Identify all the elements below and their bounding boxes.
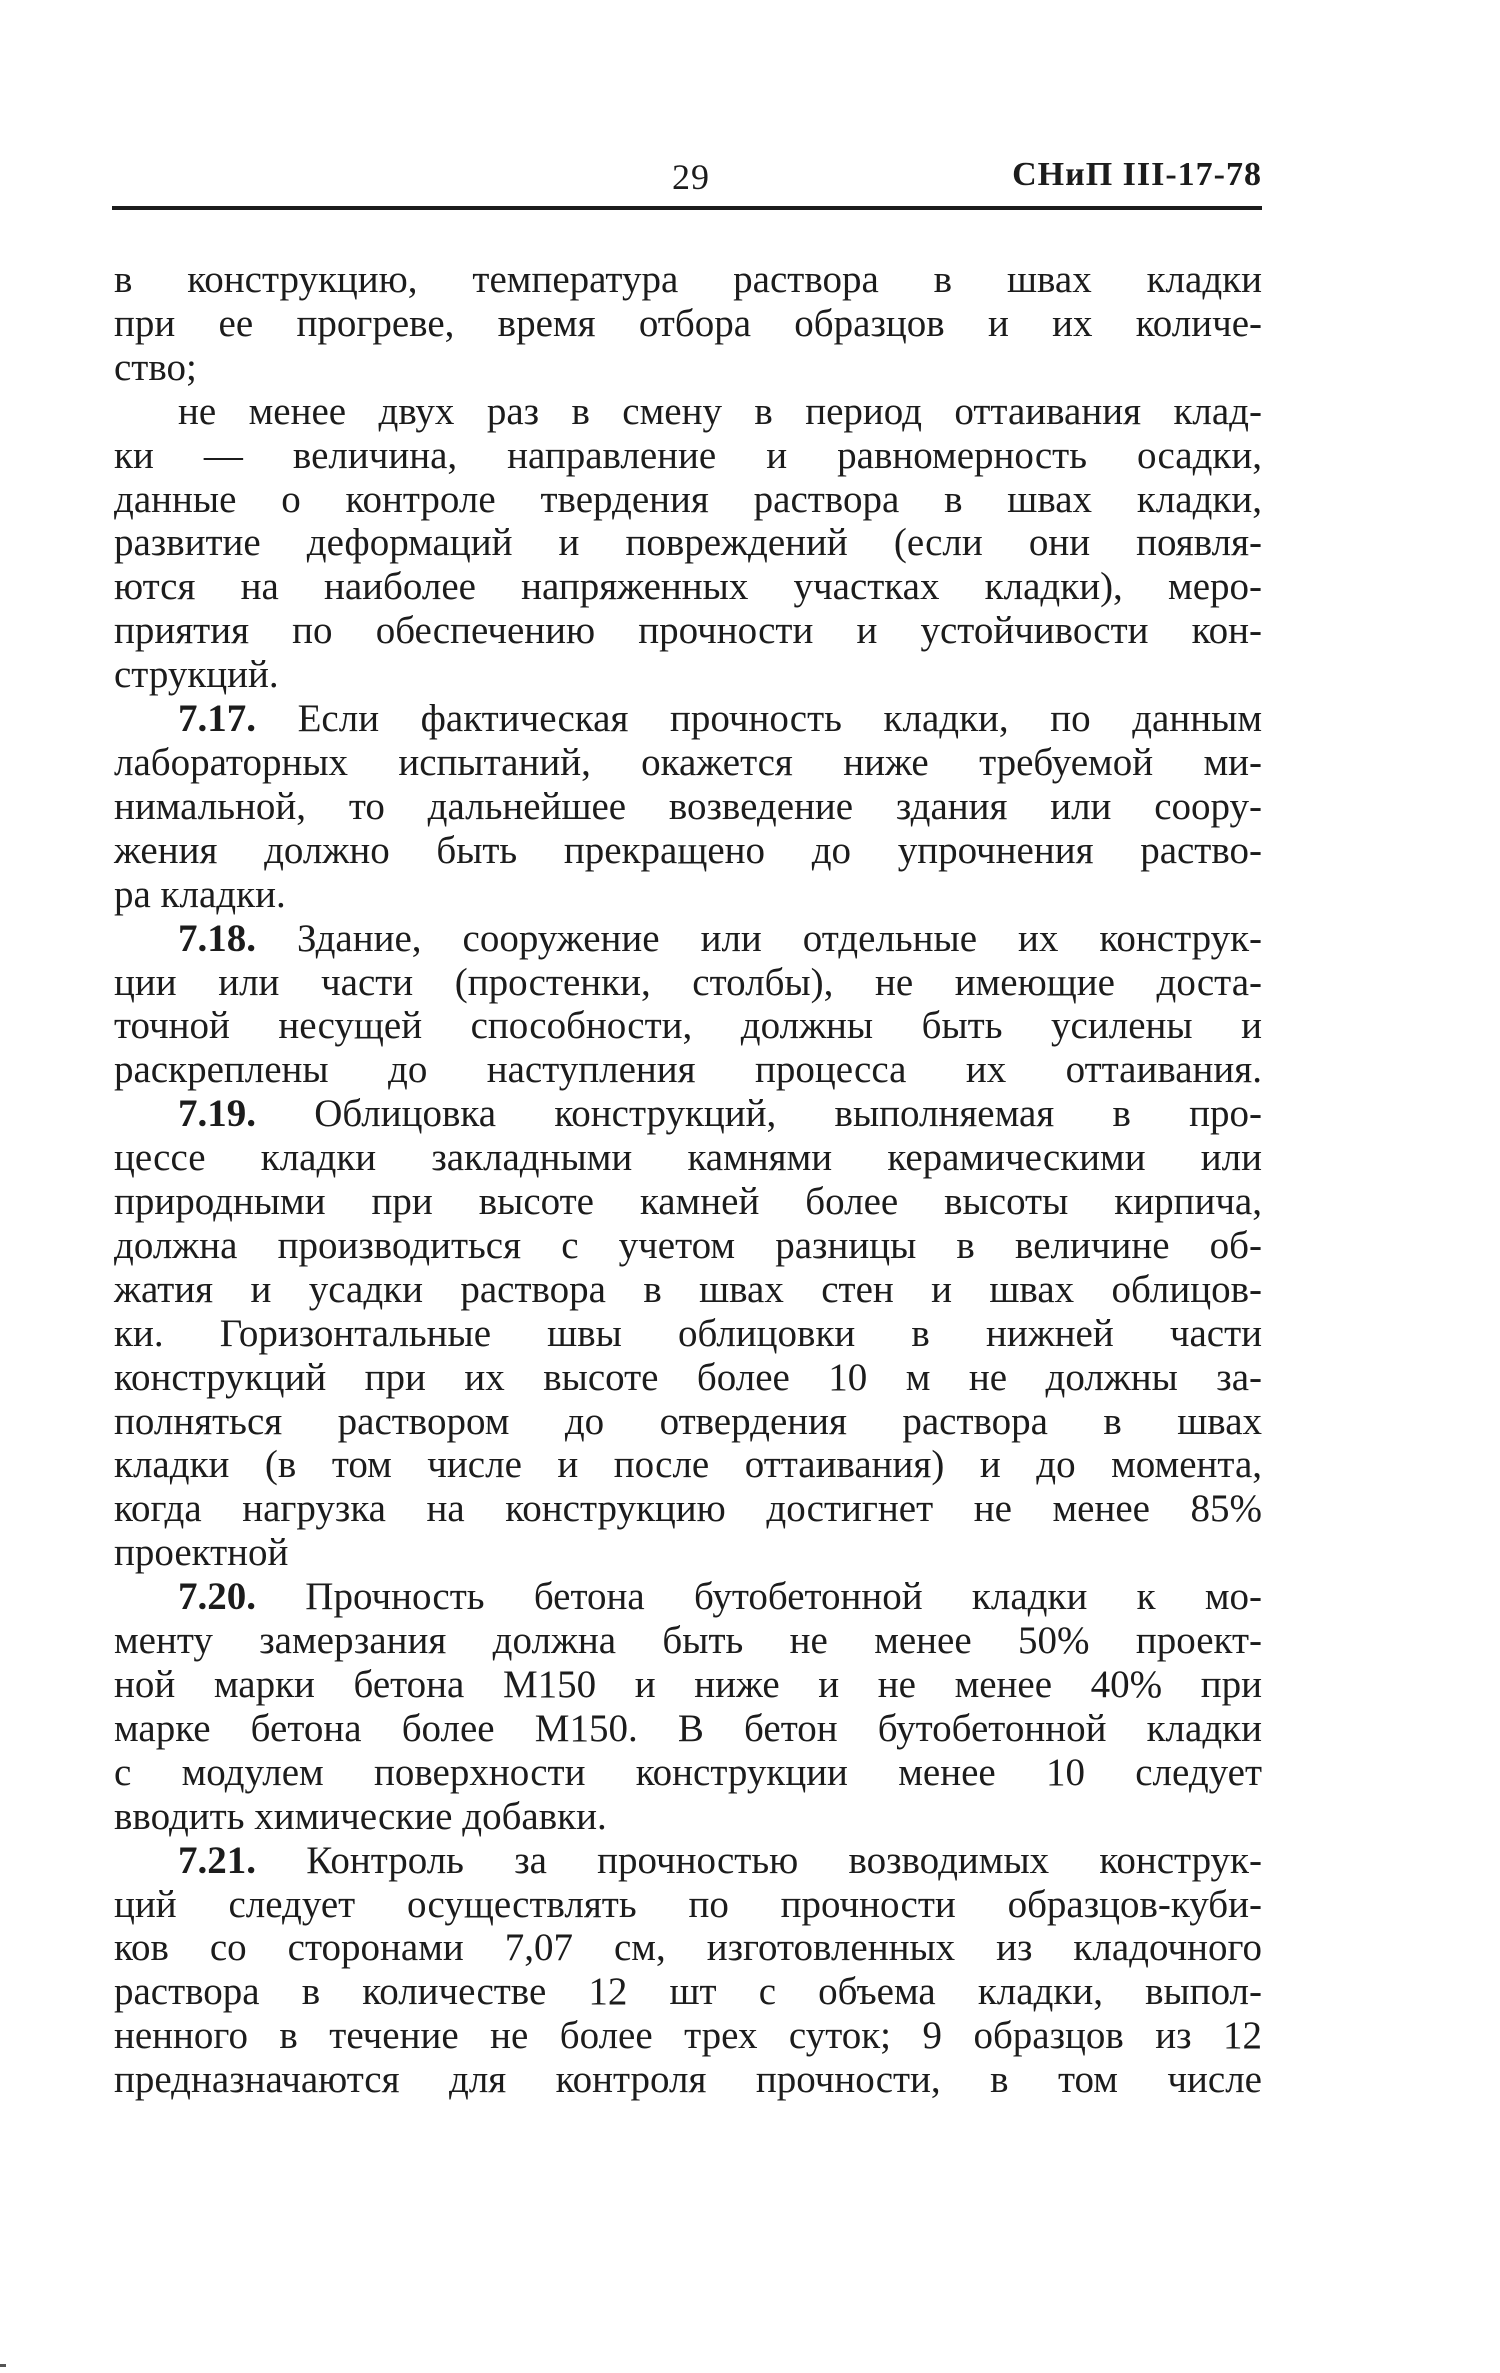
clause-text: Если фактическая прочность кладки, по данным (297, 697, 1262, 741)
text-line: приятия по обеспечению прочности и устойчивости кон- (114, 609, 1262, 653)
text-line (114, 1092, 1262, 1136)
body-text (114, 258, 1262, 2102)
text-line: ненного в течение не более трех суток; 9 образцов из 12 (114, 2014, 1262, 2058)
text-line: лабораторных испытаний, окажется ниже требуемой ми- (114, 740, 1262, 784)
clause-text: Здание, сооружение или отдельные их конструк- (297, 916, 1263, 960)
text-line: конструкций при их высоте более 10 м не должны за- (114, 1355, 1262, 1399)
text-line: проектной (114, 1531, 289, 1575)
clause-number: 7.18. (178, 916, 297, 960)
scan-mark (0, 2364, 6, 2367)
text-line: раствора в количестве 12 шт с объема кладки, выпол- (114, 1970, 1262, 2014)
text-line: ной марки бетона М150 и ниже и не менее 40% при (114, 1663, 1262, 1706)
text-line: когда нагрузка на конструкцию достигнет не менее 85% (114, 1487, 1262, 1531)
clause-text: Контроль за прочностью возводимых конструк- (306, 1838, 1262, 1882)
text-line: ки — величина, направление и равномерность осадки, (114, 433, 1262, 477)
text-line: ки. Горизонтальные швы облицовки в нижней части (114, 1311, 1262, 1355)
text-line: точной несущей способности, должны быть усилены и (114, 1004, 1262, 1048)
text-line: раскреплены до наступления процесса их оттаивания. (114, 1048, 1262, 1092)
text-line (114, 1575, 1262, 1619)
page-header (112, 146, 1262, 206)
clause-number: 7.21. (178, 1838, 307, 1882)
text-line: ра кладки. (114, 872, 286, 916)
text-line: природными при высоте камней более высоты кирпича, (114, 1180, 1262, 1224)
text-line: должна производиться с учетом разницы в величине об- (114, 1223, 1262, 1267)
text-line: ций следует осуществлять по прочности образцов-куби- (114, 1882, 1262, 1926)
text-line: кладки (в том числе и после оттаивания) и до момента, (114, 1443, 1262, 1487)
text-line: ются на наиболее напряженных участках кладки), меро- (114, 565, 1262, 609)
text-line: ков со сторонами 7,07 см, изготовленных из кладочного (114, 1926, 1262, 1970)
clause-text: Прочность бетона бутобетонной кладки к мо- (305, 1575, 1263, 1619)
text-line: при ее прогреве, время отбора образцов и их количе- (114, 301, 1262, 345)
text-line (114, 1839, 1262, 1883)
text-line: струкций. (114, 653, 279, 697)
text-line: жения должно быть прекращено до упрочнения раство- (114, 828, 1262, 872)
text-line: не менее двух раз в смену в период оттаивания клад- (178, 389, 1262, 433)
text-line: цессе кладки закладными камнями керамическими или (114, 1136, 1262, 1180)
clause-number: 7.19. (178, 1092, 315, 1136)
text-line: ство; (114, 345, 197, 389)
text-line (114, 917, 1262, 961)
text-line: ции или части (простенки, столбы), не имеющие доста- (114, 960, 1262, 1004)
clause-number: 7.17. (178, 697, 298, 741)
text-line: менту замерзания должна быть не менее 50% проект- (114, 1619, 1262, 1663)
text-line: нимальной, то дальнейшее возведение здания или соору- (114, 784, 1262, 828)
header-rule (112, 206, 1262, 210)
text-line (114, 697, 1262, 741)
text-line: вводить химические добавки. (114, 1794, 607, 1838)
text-line: предназначаются для контроля прочности, в том числе (114, 2058, 1262, 2102)
text-line: с модулем поверхности конструкции менее 10 следует (114, 1750, 1262, 1794)
page-number: 29 (672, 157, 710, 197)
document-code: СНиП III-17-78 (1012, 156, 1262, 193)
clause-text: Облицовка конструкций, выполняемая в про- (314, 1092, 1263, 1136)
text-line: в конструкцию, температура раствора в швах кладки (114, 258, 1262, 301)
text-line: развитие деформаций и повреждений (если они появля- (114, 521, 1262, 565)
text-line: данные о контроле твердения раствора в швах кладки, (114, 477, 1262, 521)
text-line: полняться раствором до отвердения раствора в швах (114, 1399, 1262, 1443)
text-line: марке бетона более М150. В бетон бутобетонной кладки (114, 1706, 1262, 1750)
clause-number: 7.20. (178, 1575, 306, 1619)
text-line: жатия и усадки раствора в швах стен и швах облицов- (114, 1267, 1262, 1311)
